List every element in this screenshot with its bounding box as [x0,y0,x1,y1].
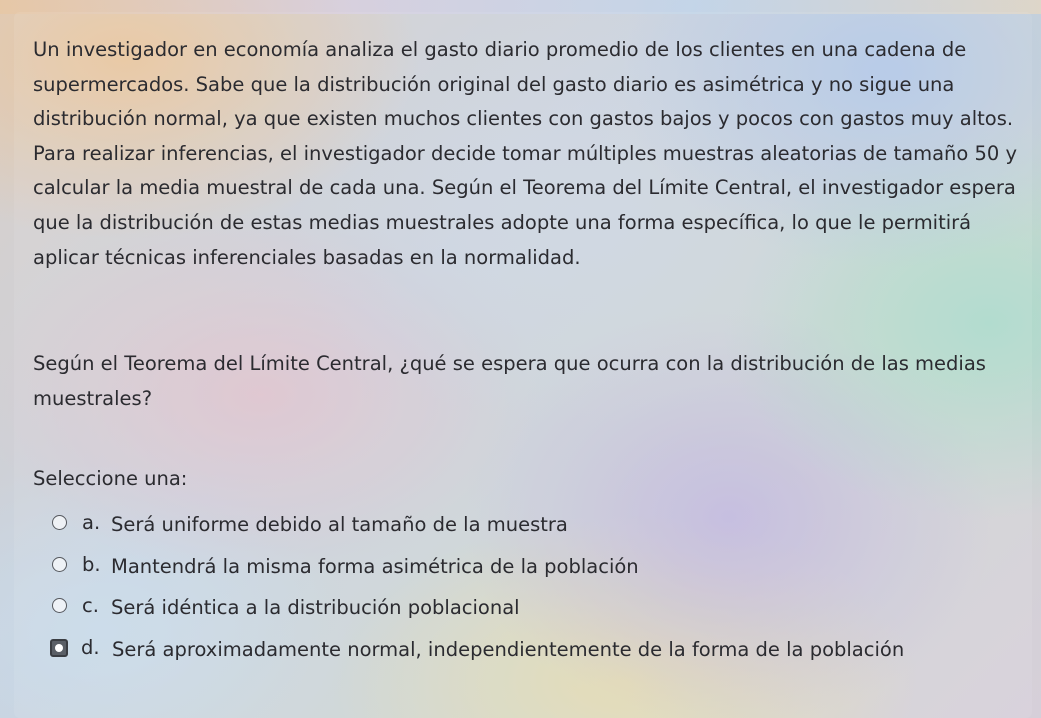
option-letter: c. [82,594,99,617]
option-label[interactable]: Será idéntica a la distribución poblacional [111,596,520,619]
answer-option-a[interactable] [52,507,1002,543]
answer-option-d[interactable] [52,632,1002,668]
answer-option-c[interactable] [52,590,1002,626]
option-letter: b. [82,553,101,576]
radio-button-b[interactable] [52,557,67,572]
answer-option-b[interactable] [52,549,1002,585]
option-label[interactable]: Será uniforme debido al tamaño de la muestra [111,513,568,536]
radio-button-a[interactable] [52,515,67,530]
question-prompt: Según el Teorema del Límite Central, ¿qué se espera que ocurra con la distribución de las medias muestrales? [33,352,986,410]
question-text: Un investigador en economía analiza el gasto diario promedio de los clientes en una cadena de supermercados. Sabe que la distribución original del gasto diario es asimétrica y no sigue una distribución normal, ya que existen muchos clientes con gastos bajos y pocos con gastos muy altos. Para realizar inferencias, el investigador decide tomar múltiples muestras aleatorias de tamaño 50 y calcular la media muestral de cada una. Según el Teorema del Límite Central, el investigador espera que la distribución de estas medias muestrales adopte una forma específica, lo que le permitirá aplicar técnicas inferenciales basadas en la normalidad. [33,38,1018,269]
radio-button-d-selected[interactable] [50,639,68,657]
radio-button-c[interactable] [52,598,67,613]
option-letter: d. [81,636,100,659]
select-one-label: Seleccione una: [33,467,188,490]
option-label[interactable]: Será aproximadamente normal, independientemente de la forma de la población [112,638,905,661]
option-label[interactable]: Mantendrá la misma forma asimétrica de la población [111,555,639,578]
option-letter: a. [82,511,101,534]
